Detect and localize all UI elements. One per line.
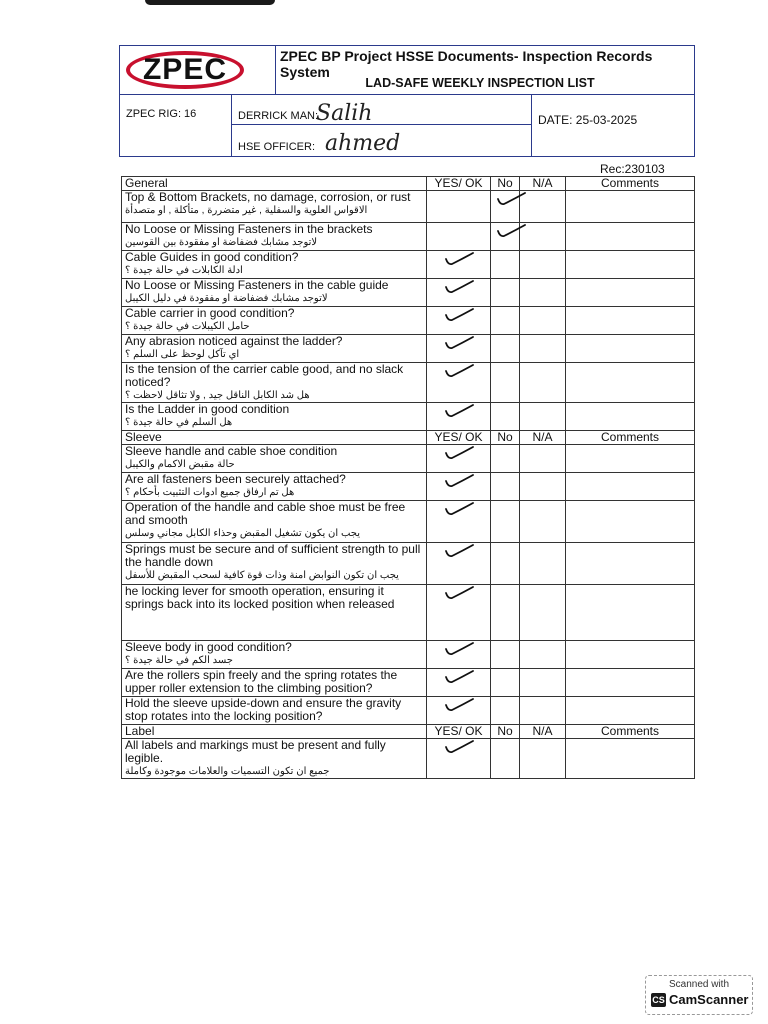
table-row — [122, 543, 695, 585]
cell-na[interactable] — [520, 251, 566, 279]
checkmark-icon — [442, 669, 476, 685]
cell-no[interactable] — [491, 641, 520, 669]
cell-no[interactable] — [491, 669, 520, 697]
item-text — [122, 403, 427, 431]
cell-no[interactable] — [491, 585, 520, 641]
table-row — [122, 473, 695, 501]
cell-yes[interactable] — [427, 403, 491, 431]
section-title: Label — [122, 725, 427, 739]
table-row — [122, 739, 695, 779]
cell-comments[interactable] — [566, 739, 695, 779]
cell-comments[interactable] — [566, 445, 695, 473]
hse-officer-field: HSE OFFICER: — [232, 125, 532, 156]
item-english: Is the tension of the carrier cable good, and no slack noticed? — [125, 362, 404, 389]
table-row — [122, 223, 695, 251]
cell-yes[interactable] — [427, 641, 491, 669]
cell-yes[interactable] — [427, 251, 491, 279]
cell-comments[interactable] — [566, 641, 695, 669]
section-title: General — [122, 177, 427, 191]
cell-yes[interactable] — [427, 543, 491, 585]
item-english: Cable carrier in good condition? — [125, 306, 295, 320]
document-subtitle: LAD-SAFE WEEKLY INSPECTION LIST — [365, 76, 595, 90]
cell-comments[interactable] — [566, 251, 695, 279]
cell-na[interactable] — [520, 585, 566, 641]
item-text — [122, 697, 427, 725]
column-comments: Comments — [566, 725, 695, 739]
cell-no[interactable] — [491, 363, 520, 403]
item-english: Springs must be secure and of sufficient strength to pull the handle down — [125, 542, 421, 569]
cell-no[interactable] — [491, 335, 520, 363]
cell-yes[interactable] — [427, 445, 491, 473]
item-english: Any abrasion noticed against the ladder? — [125, 334, 343, 348]
item-english: No Loose or Missing Fasteners in the brackets — [125, 222, 373, 236]
record-number: Rec:230103 — [600, 162, 665, 176]
item-english: Hold the sleeve upside-down and ensure the gravity stop rotates into the locking position? — [125, 696, 402, 723]
item-english: Operation of the handle and cable shoe must be free and smooth — [125, 500, 406, 527]
item-arabic: يجب ان يكون تشغيل المقبض وحذاء الكابل مجاني وسلس — [125, 528, 361, 539]
cell-comments[interactable] — [566, 363, 695, 403]
table-row — [122, 191, 695, 223]
item-text — [122, 473, 427, 501]
item-text — [122, 279, 427, 307]
checkmark-icon — [442, 473, 476, 489]
cell-yes[interactable] — [427, 585, 491, 641]
item-english: Are the rollers spin freely and the spring rotates the upper roller extension to the climbing position? — [125, 668, 398, 695]
cell-na[interactable] — [520, 641, 566, 669]
cell-comments[interactable] — [566, 669, 695, 697]
table-row — [122, 251, 695, 279]
cell-yes[interactable] — [427, 307, 491, 335]
checkmark-icon — [494, 191, 528, 207]
table-row — [122, 501, 695, 543]
inspection-table — [121, 176, 695, 779]
column-na: N/A — [520, 431, 566, 445]
cell-yes[interactable] — [427, 335, 491, 363]
item-text — [122, 191, 427, 223]
cell-comments[interactable] — [566, 335, 695, 363]
column-no: No — [491, 725, 520, 739]
cell-na[interactable] — [520, 279, 566, 307]
column-na: N/A — [520, 725, 566, 739]
checkmark-icon — [442, 445, 476, 461]
section-header-sleeve — [122, 431, 695, 445]
checkmark-icon — [442, 363, 476, 379]
cell-comments[interactable] — [566, 473, 695, 501]
cell-yes[interactable] — [427, 363, 491, 403]
item-text — [122, 501, 427, 543]
section-header-general — [122, 177, 695, 191]
item-text — [122, 251, 427, 279]
table-row — [122, 585, 695, 641]
item-english: Cable Guides in good condition? — [125, 250, 299, 264]
cell-no[interactable] — [491, 501, 520, 543]
column-yes: YES/ OK — [427, 177, 491, 191]
scanner-name: CamScanner — [669, 992, 749, 1007]
item-text — [122, 739, 427, 779]
cell-yes[interactable] — [427, 697, 491, 725]
item-text — [122, 543, 427, 585]
cell-yes[interactable] — [427, 669, 491, 697]
cell-comments[interactable] — [566, 307, 695, 335]
checkmark-icon — [442, 307, 476, 323]
cell-no[interactable] — [491, 543, 520, 585]
item-arabic: اي تآكل لوحظ على السلم ؟ — [125, 349, 240, 360]
item-arabic: ادلة الكابلات في حالة جيدة ؟ — [125, 265, 243, 276]
cell-comments[interactable] — [566, 501, 695, 543]
camscanner-logo-icon: CS — [652, 995, 665, 1005]
cell-no[interactable] — [491, 191, 520, 223]
item-text — [122, 307, 427, 335]
hse-signature: ahmed — [325, 131, 401, 156]
table-row — [122, 279, 695, 307]
cell-na[interactable] — [520, 697, 566, 725]
table-row — [122, 307, 695, 335]
item-text — [122, 641, 427, 669]
item-arabic: حامل الكيبلات في حالة جيدة ؟ — [125, 321, 250, 332]
checkmark-icon — [442, 641, 476, 657]
cell-no[interactable] — [491, 223, 520, 251]
cell-comments[interactable] — [566, 403, 695, 431]
item-english: he locking lever for smooth operation, ensuring it springs back into its locked position when released — [125, 584, 395, 611]
item-arabic: يجب ان تكون النوابض امنة وذات قوة كافية لسحب المقبض للأسفل — [125, 570, 399, 581]
checkmark-icon — [442, 279, 476, 295]
checkmark-icon — [442, 543, 476, 559]
derrick-signature: Salih — [316, 101, 373, 126]
item-arabic: جميع ان تكون التسميات والعلامات موجودة وكاملة — [125, 766, 330, 777]
item-arabic: لاتوجد مشابك فضفاضة او مفقودة بين القوسين — [125, 237, 318, 248]
cell-no[interactable] — [491, 473, 520, 501]
item-text — [122, 445, 427, 473]
cell-na[interactable] — [520, 669, 566, 697]
scan-smudge — [145, 0, 275, 5]
table-row — [122, 445, 695, 473]
item-arabic: هل تم ارفاق جميع ادوات التثبيت بأحكام ؟ — [125, 487, 295, 498]
checkmark-icon — [442, 697, 476, 713]
date-field: DATE: 25-03-2025 — [538, 113, 638, 127]
cell-no[interactable] — [491, 307, 520, 335]
cell-no[interactable] — [491, 445, 520, 473]
column-comments: Comments — [566, 431, 695, 445]
column-yes: YES/ OK — [427, 431, 491, 445]
column-yes: YES/ OK — [427, 725, 491, 739]
document-header — [119, 45, 695, 157]
cell-na[interactable] — [520, 307, 566, 335]
item-text — [122, 363, 427, 403]
cell-no[interactable] — [491, 697, 520, 725]
checkmark-icon — [442, 501, 476, 517]
cell-na[interactable] — [520, 335, 566, 363]
cell-yes[interactable] — [427, 279, 491, 307]
cell-yes[interactable] — [427, 501, 491, 543]
column-no: No — [491, 431, 520, 445]
column-na: N/A — [520, 177, 566, 191]
cell-comments[interactable] — [566, 697, 695, 725]
column-no: No — [491, 177, 520, 191]
derrick-man-field: DERRICK MAN: — [232, 94, 532, 125]
cell-yes[interactable] — [427, 191, 491, 223]
section-header-label — [122, 725, 695, 739]
item-arabic: جسد الكم في حالة جيدة ؟ — [125, 655, 233, 666]
logo-cell — [120, 46, 276, 94]
cell-na[interactable] — [520, 403, 566, 431]
cell-no[interactable] — [491, 739, 520, 779]
cell-na[interactable] — [520, 363, 566, 403]
table-row — [122, 335, 695, 363]
item-text — [122, 335, 427, 363]
item-english: Sleeve handle and cable shoe condition — [125, 444, 338, 458]
document-title: ZPEC BP Project HSSE Documents- Inspection Records System — [280, 48, 653, 80]
checkmark-icon — [442, 335, 476, 351]
table-row — [122, 669, 695, 697]
checkmark-icon — [494, 223, 528, 239]
item-arabic: لاتوجد مشابك فضفاضة او مفقودة في دليل الكيبل — [125, 293, 328, 304]
item-english: No Loose or Missing Fasteners in the cable guide — [125, 278, 389, 292]
cell-na[interactable] — [520, 445, 566, 473]
cell-no[interactable] — [491, 279, 520, 307]
item-text — [122, 223, 427, 251]
item-english: Sleeve body in good condition? — [125, 640, 292, 654]
cell-yes[interactable] — [427, 739, 491, 779]
cell-na[interactable] — [520, 543, 566, 585]
section-title: Sleeve — [122, 431, 427, 445]
item-english: All labels and markings must be present and fully legible. — [125, 738, 386, 765]
checkmark-icon — [442, 403, 476, 419]
cell-na[interactable] — [520, 739, 566, 779]
table-row — [122, 403, 695, 431]
cell-na[interactable] — [520, 473, 566, 501]
item-text — [122, 585, 427, 641]
checkmark-icon — [442, 739, 476, 755]
cell-yes[interactable] — [427, 223, 491, 251]
cell-no[interactable] — [491, 251, 520, 279]
cell-na[interactable] — [520, 501, 566, 543]
table-row — [122, 697, 695, 725]
table-row — [122, 363, 695, 403]
item-arabic: هل شد الكابل الناقل جيد , ولا تثاقل لاحظت ؟ — [125, 390, 310, 401]
item-english: Top & Bottom Brackets, no damage, corrosion, or rust — [125, 190, 411, 204]
item-english: Is the Ladder in good condition — [125, 402, 290, 416]
cell-comments[interactable] — [566, 279, 695, 307]
checkmark-icon — [442, 251, 476, 267]
rig-field: ZPEC RIG: 16 — [120, 94, 232, 156]
item-english: Are all fasteners been securely attached? — [125, 472, 346, 486]
checkmark-icon — [442, 585, 476, 601]
item-arabic: هل السلم في حالة جيدة ؟ — [125, 417, 233, 428]
scanner-caption: Scanned with — [668, 979, 730, 990]
camscanner-badge — [645, 975, 753, 1015]
cell-comments[interactable] — [566, 223, 695, 251]
cell-comments[interactable] — [566, 585, 695, 641]
item-arabic: حالة مقبض الاكمام والكيبل — [125, 459, 235, 470]
table-row — [122, 641, 695, 669]
zpec-logo: ZPEC — [126, 51, 244, 89]
column-comments: Comments — [566, 177, 695, 191]
item-arabic: الاقواس العلوية والسفلية , غير متضررة , متأكلة , او متصدأة — [125, 205, 368, 216]
cell-no[interactable] — [491, 403, 520, 431]
cell-comments[interactable] — [566, 191, 695, 223]
cell-comments[interactable] — [566, 543, 695, 585]
item-text — [122, 669, 427, 697]
cell-yes[interactable] — [427, 473, 491, 501]
